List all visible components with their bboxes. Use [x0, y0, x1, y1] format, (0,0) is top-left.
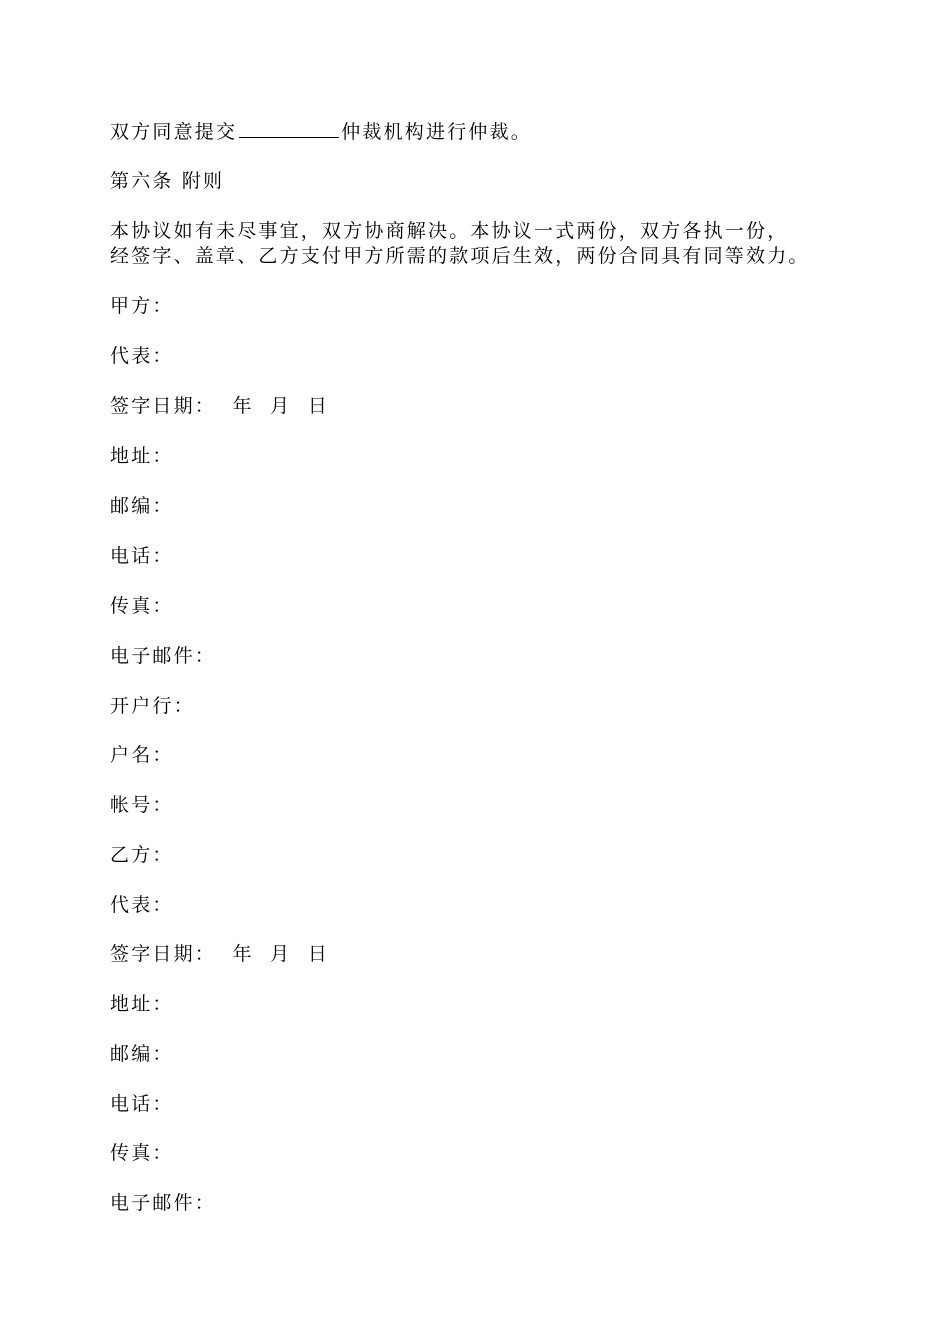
party-b-address: 地址：: [110, 993, 174, 1015]
party-b-representative: 代表：: [110, 894, 174, 916]
party-b-sign-date: 签字日期： 年 月 日: [110, 943, 330, 965]
article-six-heading: 第六条 附则: [110, 170, 225, 192]
party-b-label: 乙方：: [110, 844, 174, 866]
party-a-sign-date: 签字日期： 年 月 日: [110, 395, 330, 417]
party-b-email: 电子邮件：: [110, 1192, 217, 1214]
party-a-account-number: 帐号：: [110, 794, 174, 816]
party-a-email: 电子邮件：: [110, 645, 217, 667]
party-b-postcode: 邮编：: [110, 1043, 174, 1065]
party-a-address: 地址：: [110, 445, 174, 467]
party-a-label: 甲方：: [110, 295, 174, 317]
party-a-representative: 代表：: [110, 345, 174, 367]
party-a-account-name: 户名：: [110, 744, 174, 766]
arbitration-clause: [110, 119, 532, 145]
article-six-text-line-1: 本协议如有未尽事宜，双方协商解决。本协议一式两份，双方各执一份，: [110, 220, 789, 242]
article-six-text-line-2: 经签字、盖章、乙方支付甲方所需的款项后生效，两份合同具有同等效力。: [110, 245, 810, 267]
arbitration-blank: [239, 119, 339, 138]
party-b-fax: 传真：: [110, 1142, 174, 1164]
party-b-phone: 电话：: [110, 1093, 174, 1115]
arbitration-text-before: 双方同意提交: [110, 121, 238, 143]
party-a-bank: 开户行：: [110, 695, 195, 717]
party-a-postcode: 邮编：: [110, 495, 174, 517]
party-a-fax: 传真：: [110, 595, 174, 617]
arbitration-text-after: 仲裁机构进行仲裁。: [341, 121, 533, 143]
party-a-phone: 电话：: [110, 545, 174, 567]
